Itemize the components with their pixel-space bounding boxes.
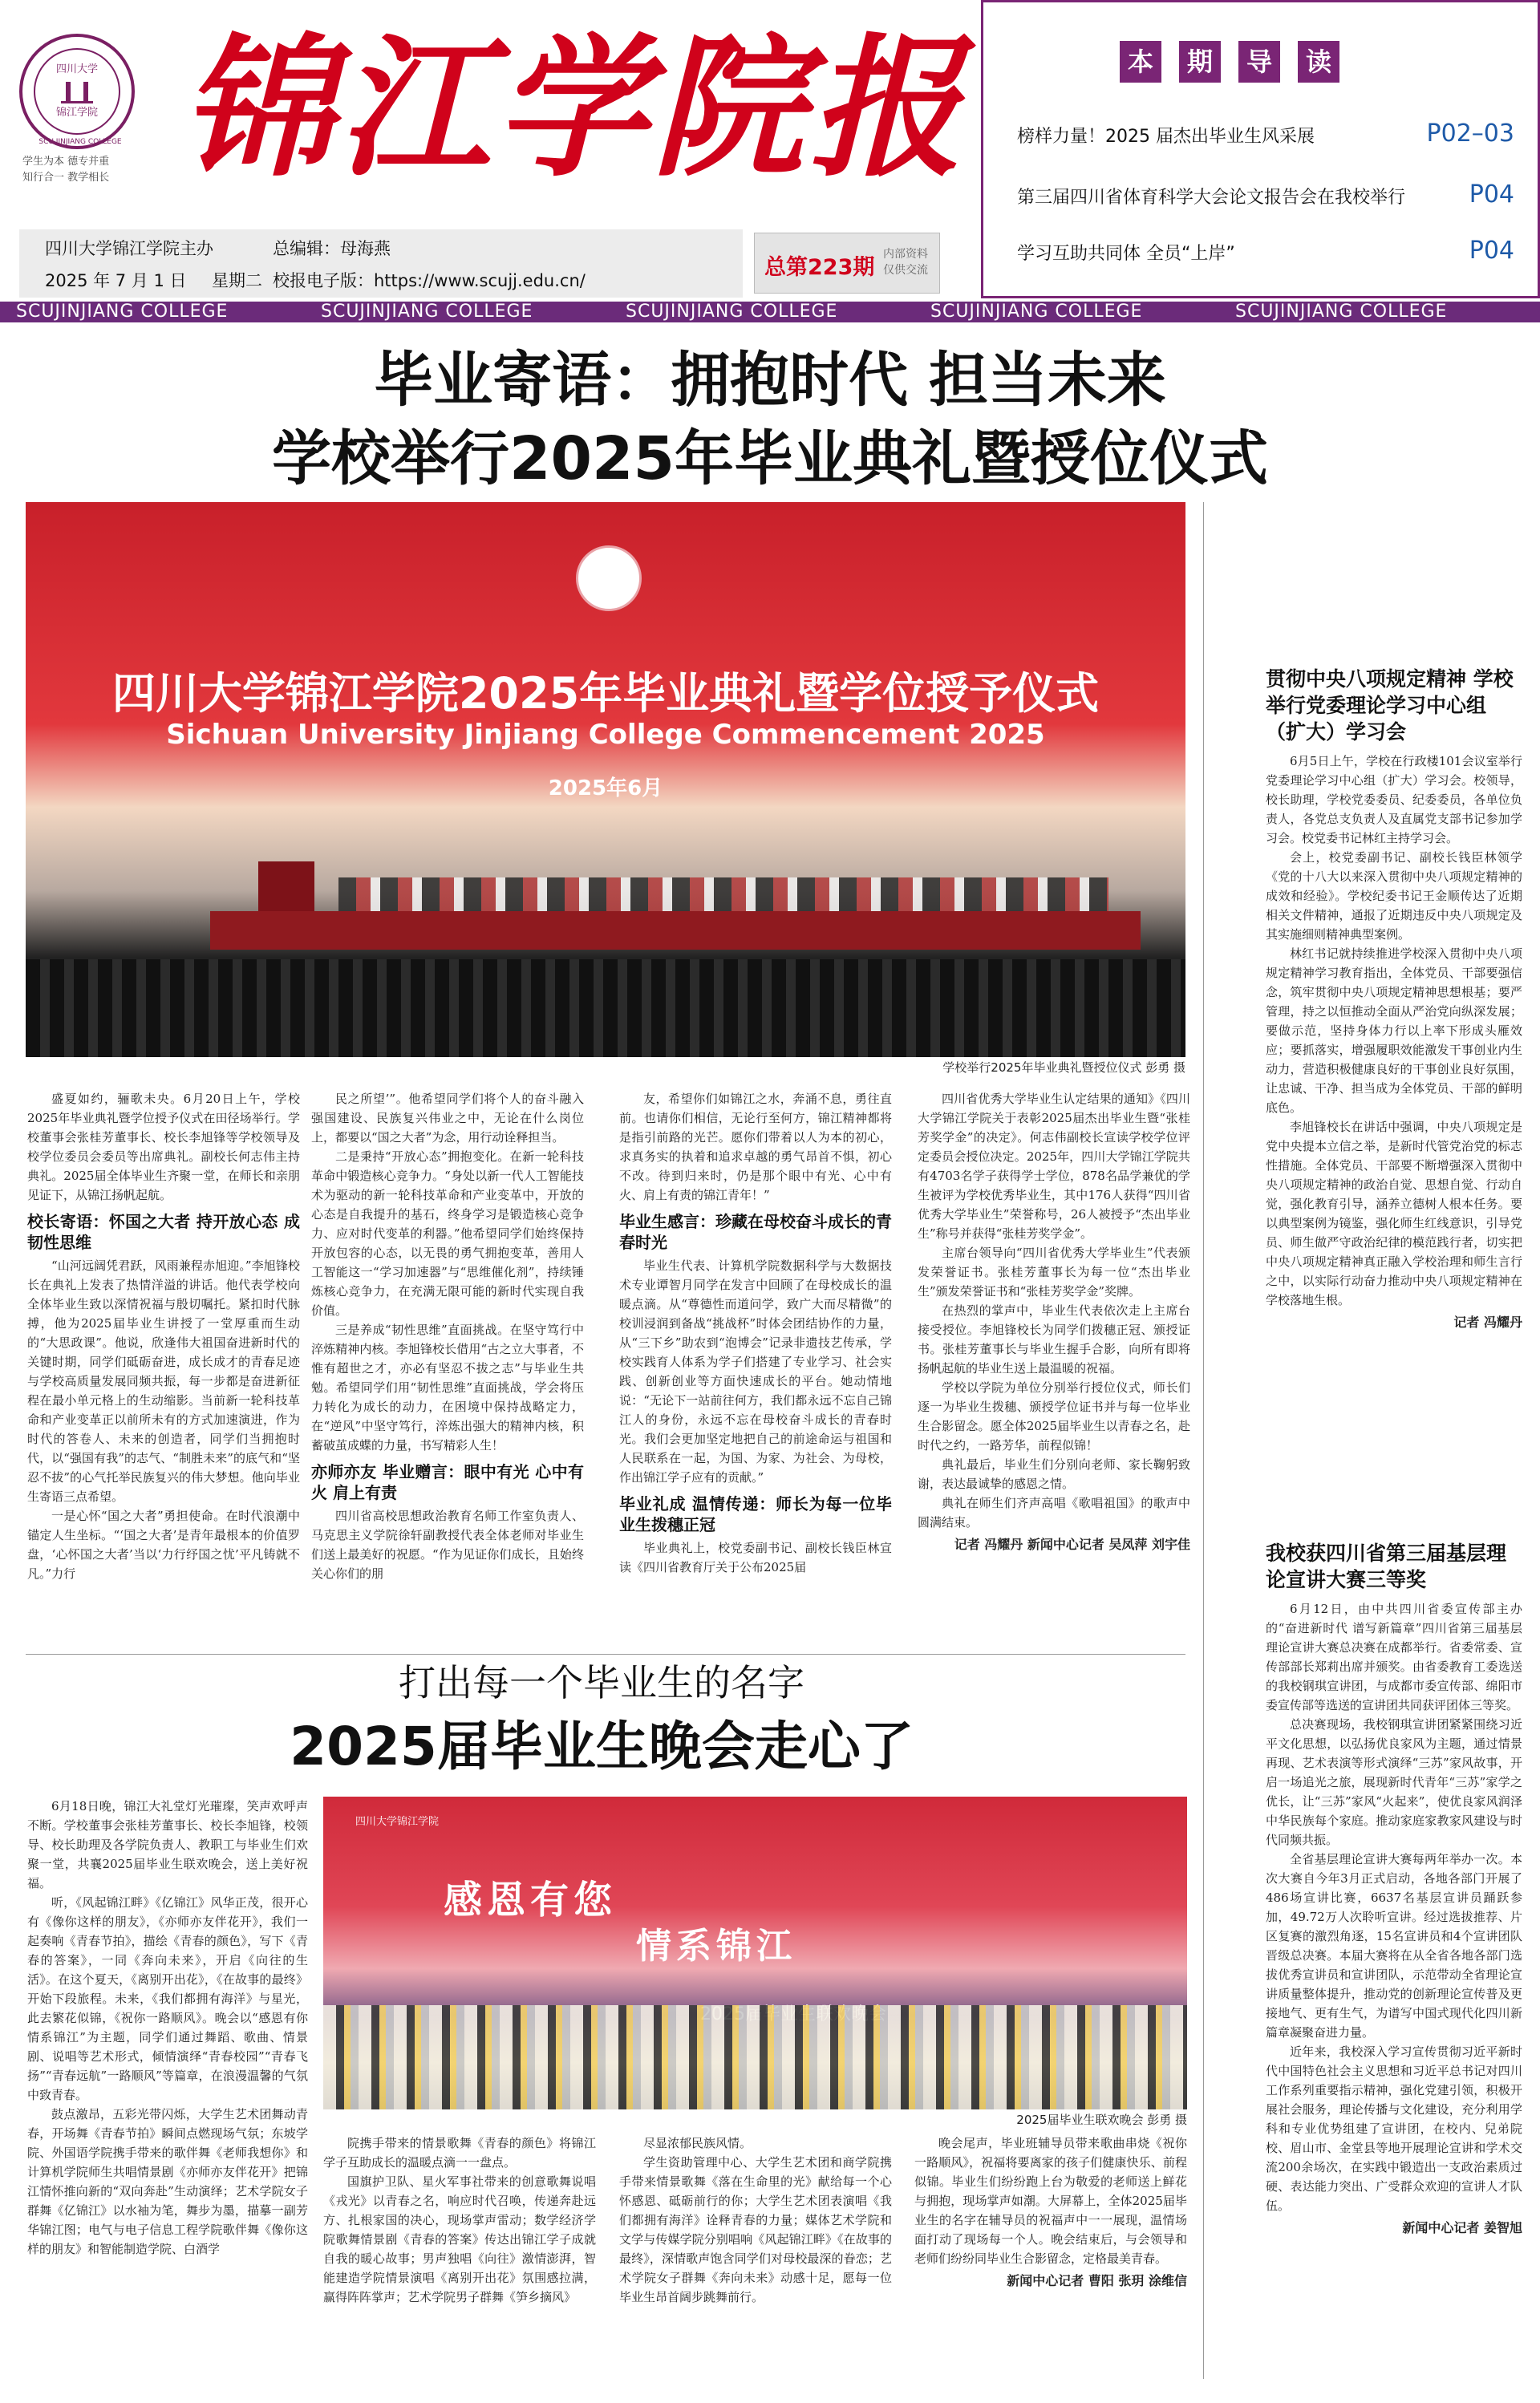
sidebar-story-2 (1266, 1540, 1522, 2393)
seal-text-bottom: 锦江学院 (55, 107, 98, 119)
second-headline: 2025届毕业生晚会走心了 (290, 1716, 914, 1777)
subheading: 亦师亦友 毕业赠言：眼中有光 心中有火 肩上有责 (311, 1462, 584, 1502)
photo-title-cn: 四川大学锦江学院2025年毕业典礼暨学位授予仪式 (111, 668, 1100, 719)
guide-title-char: 期 (1179, 41, 1221, 83)
guide-title-char: 本 (1120, 41, 1161, 83)
guide-item-page: P04 (1469, 180, 1514, 209)
lead-column-2 (311, 1089, 584, 1651)
second-column-4 (914, 2134, 1187, 2390)
paragraph: 院携手带来的情景歌舞《青春的颜色》将锦江学子互助成长的温暖点滴一一盘点。 (323, 2136, 596, 2170)
paragraph: 晚会尾声，毕业班辅导员带来歌曲串烧《祝你一路顺风》，祝福将要离家的孩子们健康快乐、前程似锦。毕业生们纷纷跑上台为敬爱的老师送上鲜花与拥抱，现场掌声如潮。大屏幕上，全体2025届毕业生的名字在辅导员的祝福声中一一展现，温情场面打动了现场每一个人。晚会结束后，与会领导和老师们纷纷同毕业生合影留念，定格最美青春。 (914, 2136, 1187, 2266)
weekday-text: 星期二 (212, 271, 262, 290)
stage-shape (210, 911, 1141, 950)
second-column-3 (619, 2134, 892, 2390)
paragraph: 尽显浓郁民族风情。 (643, 2136, 752, 2150)
issue-box (754, 233, 940, 294)
byline: 记者 冯耀丹 (1453, 1315, 1522, 1330)
photo-college-logo: 四川大学锦江学院 (355, 1816, 440, 1828)
photo-seal-icon (576, 545, 642, 611)
photo-date: 2025年6月 (548, 776, 663, 800)
band-text: SCUJINJIANG COLLEGE (626, 302, 838, 322)
byline: 新闻中心记者 曹阳 张玥 涂维信 (1007, 2273, 1187, 2288)
guide-title (1120, 41, 1339, 83)
seal-ring-text: SCU JINJIANG COLLEGE (38, 138, 122, 146)
guide-title-char: 读 (1298, 41, 1339, 83)
guide-item-page: P04 (1469, 237, 1514, 265)
internal-note-2: 仅供交流 (883, 264, 928, 277)
paragraph: 6月5日上午，学校在行政楼101会议室举行党委理论学习中心组（扩大）学习会。校领导，校长助理，学校党委委员、纪委委员，各单位负责人，各党总支负责人及直属党支部书记参加学习会。校党委书记林红主持学习会。 (1266, 754, 1522, 845)
paragraph: 民之所望’”。他希望同学们将个人的奋斗融入强国建设、民族复兴伟业之中，无论在什么岗位上，都要以“国之大者”为念，用行动诠释担当。 (311, 1092, 584, 1145)
paragraph: 在热烈的掌声中，毕业生代表依次走上主席台接受授位。李旭锋校长为同学们拨穗正冠、颁授证书。张桂芳董事长与毕业生握手合影，向所有即将扬帆起航的毕业生送上最温暖的祝福。 (918, 1303, 1190, 1376)
paragraph: 学生资助管理中心、大学生艺术团和商学院携手带来情景歌舞《落在生命里的光》献给每一个心怀感恩、砥砺前行的你；大学生艺术团表演唱《我们都拥有海洋》诠释青春的力量；媒体艺术学院和文学与传媒学院分别唱响《风起锦江畔》《在故事的最终》，深情歌声饱含同学们对母校最深的眷恋；艺术学院女子群舞《奔向未来》动感十足，愿每一位毕业生昂首阔步跳舞前行。 (619, 2155, 892, 2304)
paragraph: 毕业生代表、计算机学院数据科学与大数据技术专业谭智月同学在发言中回顾了在母校成长的温暖点滴。从“尊德性而道问学，致广大而尽精微”的校训浸润到备战“挑战杯”时体会团结协作的力量，从“三下乡”助农到“泡博会”记录非遗技艺传承，学校实践育人体系为学子们搭建了专业学习、社会实践、创新创业等方面快速成长的平台。她动情地说：“无论下一站前往何方，我们都永远不忘自己锦江人的身份，永远不忘在母校奋斗成长的青春时光。我们会更加坚定地把自己的前途命运与祖国和人民联系在一起，为国、为家、为社会、为母校，作出锦江学子应有的贡献。” (619, 1258, 892, 1485)
issue-guide-box (981, 0, 1540, 298)
seal-text-top: 四川大学 (55, 63, 98, 76)
paragraph: 总决赛现场，我校钢琪宣讲团紧紧围绕习近平文化思想，以弘扬优良家风为主题，通过情景再现、艺术表演等形式演绎“三苏”家风故事，开启一场追光之旅，展现新时代青年“三苏”家学之优长，让“三苏”家风“火起来”，使优良家风润泽中华民族每个家庭。推动家庭家教家风建设与时代同频共振。 (1266, 1717, 1522, 1847)
sidebar-story-1 (1266, 666, 1522, 1554)
editor-text: 总编辑：母海燕 (273, 239, 391, 258)
guide-item[interactable] (1017, 120, 1514, 148)
graduates-crowd-shape (26, 959, 1185, 1057)
paragraph: 盛夏如约，骊歌未央。6月20日上午，学校2025年毕业典礼暨学位授予仪式在田径场举行。学校董事会张桂芳董事长、校长李旭锋等学校领导及校学位委员会委员等出席典礼。副校长何志伟主持典礼。2025届全体毕业生齐聚一堂，在师长和亲朋见证下，从锦江扬帆起航。 (27, 1092, 300, 1202)
paragraph: 四川省优秀大学毕业生认定结果的通知》《四川大学锦江学院关于表彰2025届杰出毕业生暨“张桂芳奖学金”的决定》。何志伟副校长宣读学校学位评定委员会授位决定。2025年，四川大学锦江学院共有4703名学子获得学士学位，878名品学兼优的学生被评为学校优秀毕业生，其中176人获得“四川省优秀大学毕业生”荣誉称号，26人被授予“杰出毕业生”称号并获得“张桂芳奖学金”。 (918, 1092, 1190, 1241)
gala-photo (323, 1797, 1187, 2109)
subheading: 毕业礼成 温情传递：师长为每一位毕业生拨穗正冠 (619, 1494, 892, 1534)
byline: 新闻中心记者 姜智旭 (1402, 2220, 1522, 2235)
paragraph: 李旭锋校长在讲话中强调，中央八项规定是党中央提本立信之举，是新时代管党治党的标志性措施。全体党员、干部要不断增强深入贯彻中央八项规定精神的政治自觉、思想自觉、行动自觉，强化教育引导，涵养立德树人根本任务。要以典型案例为镜鉴，强化师生红线意识，引导党员、师生做严守政治纪律的模范践行者，切实把中央八项规定精神真正融入学校治理和师生言行之中，以实际行动奋力推动中央八项规定精神在学校落地生根。 (1266, 1120, 1522, 1307)
lead-headline-2: 学校举行2025年毕业典礼暨授位仪式 (272, 424, 1268, 493)
paragraph: 典礼最后，毕业生们分别向老师、家长鞠躬致谢，表达最诚挚的感恩之情。 (918, 1457, 1190, 1491)
paragraph: 典礼在师生们齐声高唱《歌唱祖国》的歌声中圆满结束。 (918, 1496, 1190, 1530)
paragraph: 会上，校党委副书记、副校长钱臣林领学《党的十八大以来深入贯彻中央八项规定精神的成效和经验》。学校纪委书记王金顺传达了近期相关文件精神，通报了近期违反中央八项规定及其实施细则精神典型案例。 (1266, 850, 1522, 942)
paragraph: 近年来，我校深入学习宣传贯彻习近平新时代中国特色社会主义思想和习近平总书记对四川工作系列重要指示精神，强化党建引领，积极开展社会服务，理论传播与文化建设，充分利用学科和专业优势组建了宣讲团，在校内、兒弟院校、眉山市、金堂县等地开展理论宣讲和学术交流200余场次，在实践中锻造出一支政治素质过硬、表达能力突出、广受群众欢迎的宣讲人才队伍。 (1266, 2044, 1522, 2213)
sidebar-headline: 贯彻中央八项规定精神 学校举行党委理论学习中心组（扩大）学习会 (1266, 667, 1514, 744)
issue-number: 总第223期 (764, 255, 875, 280)
band-text: SCUJINJIANG COLLEGE (321, 302, 533, 322)
sidebar-body (1266, 752, 1522, 1554)
band-text: SCUJINJIANG COLLEGE (16, 302, 229, 322)
college-seal-logo (19, 34, 135, 149)
guide-title-char: 导 (1238, 41, 1280, 83)
guide-item[interactable] (1017, 237, 1514, 265)
paragraph: 林红书记就持续推进学校深入贯彻中央八项规定精神学习教育指出，全体党员、干部要强信念，筑牢贯彻中央八项规定精神思想根基；要严管理，持之以恒推动全面从严治党向纵深发展；要做示范，坚持身体力行以上率下形成头雁效应；要抓落实，增强履职效能激发干事创业内生动力，营造积极健康良好的干事创业良好氛围，让忠诚、干净、担当成为全体党员、干部的鲜明底色。 (1266, 946, 1522, 1115)
paragraph: 友，希望你们如锦江之水，奔涌不息，勇往直前。也请你们相信，无论行至何方，锦江精神都将是指引前路的光芒。愿你们带着以人为本的初心，求真务实的执着和追求卓越的勇气昂首不惧，初心不改。待到归来时，仍是那个眼中有光、心中有火、肩上有责的锦江青年！” (619, 1092, 892, 1202)
paragraph: 二是秉持“开放心态”拥抱变化。在新一轮科技革命中锻造核心竞争力。“身处以新一代人工智能技术为驱动的新一轮科技革命和产业变革中，开放的心态是自我提升的基石，终身学习是锻造核心竞争力、应对时代变革的利器。”他希望同学们始终保持开放包容的心态，以无畏的勇气拥抱变革，善用人工智能这一“学习加速器”与“思维催化剂”，持续锤炼核心竞争力，在充满无限可能的新时代实现自我价值。 (311, 1149, 584, 1318)
second-column-2 (323, 2134, 596, 2390)
second-column-1 (27, 1797, 308, 2390)
sidebar-headline: 我校获四川省第三届基层理论宣讲大赛三等奖 (1266, 1542, 1507, 1591)
date-text: 2025 年 7 月 1 日 (45, 271, 187, 290)
paragraph: 三是养成“韧性思维”直面挑战。在坚守笃行中淬炼精神内核。李旭锋校长借用“古之立大事者，不惟有超世之才，亦必有坚忍不拔之志”与毕业生共勉。希望同学们用“韧性思维”直面挑战，学会将压力转化为成长的动力，在困境中保持战略定力，在“逆风”中坚守笃行，淬炼出强大的精神内核，积蓄破茧成蝶的力量，书写精彩人生！ (311, 1323, 584, 1453)
lead-headline-1: 毕业寄语：拥抱时代 担当未来 (374, 346, 1166, 415)
ceremony-photo (26, 502, 1185, 1057)
byline: 记者 冯耀丹 新闻中心记者 吴凤萍 刘宇佳 (954, 1537, 1190, 1552)
website-link[interactable]: 校报电子版：https://www.scujj.edu.cn/ (273, 271, 586, 290)
lead-column-3 (619, 1089, 892, 1651)
paragraph: 国旗护卫队、星火军事社带来的创意歌舞说唱《戎光》以青春之名，响应时代召唤，传递奔赴远方、扎根家国的决心，现场掌声雷动；数学经济学院歌舞情景剧《青春的答案》传达出锦江学子成就自我的暖心故事；男声独唱《向往》激情澎湃，智能建造学院情景演唱《离别开出花》氛围感拉满，赢得阵阵掌声；艺术学院男子群舞《笋乡摘风》 (323, 2174, 596, 2304)
seal-building-icon (61, 79, 93, 103)
subheading: 毕业生感言：珍藏在母校奋斗成长的青春时光 (619, 1212, 892, 1252)
paragraph: 听，《风起锦江畔》《亿锦江》风华正茂，很开心有《像你这样的朋友》，《亦师亦友伴花开》，我们一起奏响《青春节拍》，描绘《青春的颜色》，写下《青春的答案》，一同《奔向未来》，开启《向往的生活》。在这个夏天，《离别开出花》，《在故事的最终》开始下段旅程。未来，《我们都拥有海洋》与星光，此去繁花似锦，《祝你一路顺风》。晚会以“感恩有你 情系锦江”为主题，同学们通过舞蹈、歌曲、情景剧、说唱等艺术形式，倾情演绎“青春校园”“青春飞扬”“青春远航”一路顺风”等篇章，在浪漫温馨的气氛中致青春。 (27, 1895, 308, 2102)
subheading: 校长寄语：怀国之大者 持开放心态 成韧性思维 (27, 1212, 300, 1252)
paragraph: 鼓点激昂，五彩光带闪烁，大学生艺术团舞动青春，开场舞《青春节拍》瞬间点燃现场气氛；东坡学院、外国语学院携手带来的歌伴舞《老师我想你》和计算机学院师生共唱情景剧《亦师亦友伴花开》把锦江情怀推向新的“双向奔赴”生动演绎；艺术学院女子群舞《亿锦江》以水袖为笔，舞步为墨，描摹一副芳华锦江图；电气与电子信息工程学院歌伴舞《像你这样的朋友》和智能制造学院、白酒学 (27, 2107, 308, 2256)
paragraph: 毕业典礼上，校党委副书记、副校长钱臣林宣读《四川省教育厅关于公布2025届 (619, 1541, 892, 1574)
photo-banner-1: 感恩有您 (444, 1878, 618, 1923)
motto (22, 154, 143, 186)
paragraph: 6月18日晚，锦江大礼堂灯光璀璨，笑声欢呼声不断。学校董事会张桂芳董事长、校长李旭锋，校领导、校长助理及各学院负责人、教职工与毕业生们欢聚一堂，共襄2025届毕业生联欢晚会，送上美好祝福。 (27, 1799, 308, 1890)
paragraph: 一是心怀“国之大者”勇担使命。在时代浪潮中锚定人生坐标。“‘国之大者’是青年最根本的价值罗盘，‘心怀国之大者’当以‘力行纾国之忧’平凡铸就不凡。”力行 (27, 1509, 300, 1581)
guide-item-page: P02–03 (1426, 120, 1514, 148)
paragraph: 6月12日，由中共四川省委宣传部主办的“奋进新时代 谱写新篇章”四川省第三届基层理论宣讲大赛总决赛在成都举行。省委常委、宣传部部长郑莉出席并颁奖。由省委教育工委选送的我校钢琪宣讲团，与成都市委宣传部、绵阳市委宣传部等选送的宣讲团共同获评团体三等奖。 (1266, 1602, 1522, 1712)
motto-line-2: 知行合一 教学相长 (22, 172, 110, 184)
paragraph: 学校以学院为单位分别举行授位仪式，师长们逐一为毕业生拨穗、颁授学位证书并与每一位毕业生合影留念。愿全体2025届毕业生以青春之名，赴时代之约，一路芳华，前程似锦！ (918, 1380, 1190, 1453)
sidebar-body (1266, 1599, 1522, 2393)
second-kicker: 打出每一个毕业生的名字 (399, 1661, 804, 1704)
paper-name: 锦江学院报 (180, 18, 967, 197)
performers-group-shape (323, 2005, 1187, 2109)
paragraph: 全省基层理论宣讲大赛每两年举办一次。本次大赛自今年3月正式启动，各地各部门开展了486场宣讲比赛，6637名基层宣讲员踊跃参加，49.72万人次聆听宣讲。经过选拔推荐、片区复赛的激烈角逐，15名宣讲员和4个宣讲团队晋级总决赛。本届大赛将在从全省各地各部门选拔优秀宣讲员和宣讲团队，示范带动全省理论宣讲质量整体提升，推动党的创新理论宣传普及更接地气、更有生气，为谱写中国式现代化四川新篇章凝聚奋进力量。 (1266, 1852, 1522, 2040)
band-text: SCUJINJIANG COLLEGE (1235, 302, 1448, 322)
masthead-info-bar (19, 229, 743, 298)
gala-photo-caption: 2025届毕业生联欢晚会 彭勇 摄 (1016, 2113, 1187, 2127)
band-text: SCUJINJIANG COLLEGE (930, 302, 1143, 322)
internal-note-1: 内部资料 (883, 248, 928, 261)
internal-note (883, 246, 928, 278)
column-divider (1203, 502, 1204, 2379)
college-band (0, 302, 1540, 322)
guide-item-text: 第三届四川省体育科学大会论文报告会在我校举行 (1017, 188, 1406, 208)
photo-banner-2: 情系锦江 (636, 1926, 796, 1967)
dais-people-shape (338, 877, 1108, 913)
guide-item-text: 学习互助共同体 全员“上岸” (1017, 244, 1235, 264)
paragraph: 四川省高校思想政治教育名师工作室负责人、马克思主义学院徐轩副教授代表全体老师对毕业生们送上最美好的祝愿。“作为见证你们成长，且始终关心你们的朋 (311, 1509, 584, 1581)
photo-title-en: Sichuan University Jinjiang College Commencement 2025 (166, 719, 1045, 751)
paragraph: “山河远阔凭君跃，风雨兼程赤旭迎。”李旭锋校长在典礼上发表了热情洋溢的讲话。他代表学校向全体毕业生致以深情祝福与殷切嘱托。紧扣时代脉搏，他为2025届毕业生讲授了一堂厚重而生动的“大思政课”。他说，欣逢伟大祖国奋进新时代的关键时期，同学们砥砺奋进，成长成才的青春足迹与学校高质量发展同频共振，每一步都是奋进新征程在最小单元格上的生动缩影。当前新一轮科技革命和产业变革正以前所未有的方式加速演进，作为时代的答卷人、未来的创造者，同学们当拥抱时代，以“强国有我”的志气、“制胜未来”的底气和“坚忍不拔”的心气托举民族复兴的伟大梦想。他向毕业生寄语三点希望。 (27, 1258, 300, 1504)
host-text: 四川大学锦江学院主办 (45, 239, 213, 258)
guide-item-text: 榜样力量！2025 届杰出毕业生风采展 (1017, 127, 1315, 147)
ceremony-photo-caption: 学校举行2025年毕业典礼暨授位仪式 彭勇 摄 (942, 1060, 1185, 1075)
paragraph: 主席台领导向“四川省优秀大学毕业生”代表颁发荣誉证书。张桂芳董事长为每一位“杰出毕业生”颁发荣誉证书和“张桂芳奖学金”奖牌。 (918, 1246, 1190, 1299)
motto-line-1: 学生为本 德专并重 (22, 156, 110, 168)
section-divider (26, 1654, 1185, 1655)
guide-item[interactable] (1017, 180, 1514, 209)
lead-column-4 (918, 1089, 1190, 1651)
lead-column-1 (27, 1089, 300, 1651)
